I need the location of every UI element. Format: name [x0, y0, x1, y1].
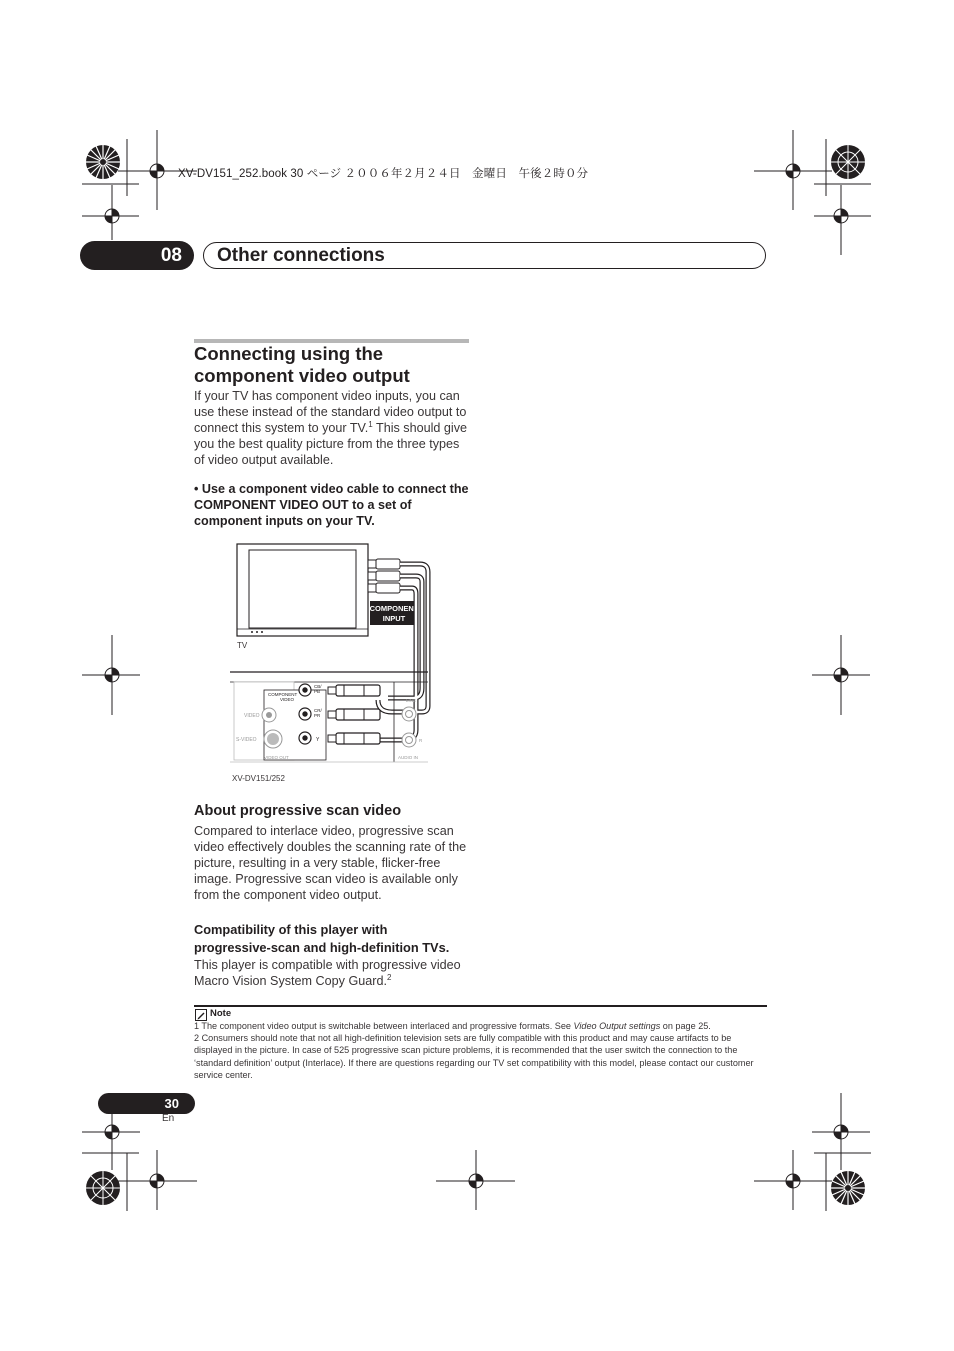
compatibility-text	[194, 957, 470, 989]
compatibility-text-body: This player is compatible with progressive video Macro Vision System Copy Guard.	[194, 958, 461, 988]
jack-cr-line2: PR	[314, 713, 321, 718]
footnote-1-text: 1 The component video output is switchable between interlaced and progressive formats. See	[194, 1021, 574, 1031]
note-label: Note	[210, 1008, 232, 1019]
r-label: R	[419, 738, 423, 743]
page-language: En	[162, 1113, 175, 1124]
progressive-scan-heading: About progressive scan video	[194, 803, 402, 819]
compatibility-heading-line2: progressive-scan and high-definition TVs.	[194, 940, 450, 955]
svideo-label: S-VIDEO	[236, 737, 257, 743]
section-heading-line1: Connecting using the	[194, 343, 384, 364]
footnote-ref-2[interactable]: 2	[386, 972, 392, 982]
jack-cb-line2: PB	[314, 689, 321, 694]
footnote-ref-1[interactable]: 1	[368, 419, 373, 429]
starburst-corner-icon	[828, 1168, 868, 1208]
component-input-label-line2: INPUT	[382, 614, 406, 623]
section-heading-line2: component video output	[194, 365, 410, 386]
compatibility-heading-line1: Compatibility of this player with	[194, 922, 388, 937]
tv-label: TV	[237, 641, 248, 650]
footnotes	[194, 1020, 767, 1081]
panel-component-line2: VIDEO	[280, 697, 295, 702]
instruction-bullet: • Use a component video cable to connect the COMPONENT VIDEO OUT to a set of component inputs on your TV.	[194, 482, 469, 528]
section-heading	[194, 343, 484, 387]
tv-screen	[249, 550, 356, 628]
connection-diagram	[228, 540, 468, 790]
player-cable-plugs	[328, 685, 380, 744]
book-file-header: XV-DV151_252.book 30 ページ ２００６年２月２４日 金曜日 午後２時０分	[178, 168, 589, 180]
tv-component-plugs	[368, 559, 400, 593]
footnote-1-link[interactable]: Video Output settings	[573, 1021, 661, 1031]
note-rule	[194, 1005, 767, 1007]
footnote-1-tail: on page 25.	[660, 1021, 711, 1031]
starburst-corner-icon	[83, 142, 123, 182]
intro-text-part2: This should give you the best quality picture from the three types of video output available.	[194, 421, 468, 467]
footnote-1	[194, 1020, 767, 1032]
starburst-corner-icon	[83, 1168, 123, 1208]
player-model-label: XV-DV151/252	[232, 774, 285, 783]
component-input-label-line1: COMPONENT	[369, 604, 419, 613]
video-label: VIDEO	[244, 713, 260, 719]
panel-component-line1: COMPONENT	[268, 692, 298, 697]
jack-cb-line1: CB/	[314, 684, 322, 689]
page-number: 30	[98, 1093, 195, 1114]
progressive-scan-text: Compared to interlace video, progressive scan video effectively doubles the scanning rate of the picture, resulting in a very stable, flicker-free image. Progressive scan video is available only from the component video output.	[194, 824, 467, 902]
video-out-label: VIDEO OUT	[264, 755, 289, 760]
line-label: LINE	[406, 698, 417, 703]
footnote-2: 2 Consumers should note that not all high-definition television sets are fully compatible with this product and may cause artifacts to be displayed in the picture. In case of 525 progressive scan picture problems, it is recommended that the user switch the connection to the ‘standard definition’ output (Interlace). If there are questions regarding our TV set compatibility with this model, please contact our customer service center.	[194, 1033, 754, 1080]
jack-cr-line1: CR/	[314, 708, 322, 713]
chapter-title: Other connections	[203, 242, 766, 269]
starburst-corner-icon	[828, 142, 868, 182]
intro-text-part1: If your TV has component video inputs, you can use these instead of the standard video output to connect this system to your TV.	[194, 389, 467, 435]
compatibility-heading	[194, 921, 484, 957]
jack-y-label: Y	[316, 737, 320, 743]
intro-paragraph	[194, 388, 470, 468]
chapter-number-badge: 08	[80, 241, 194, 270]
audio-in-label: AUDIO IN	[398, 755, 419, 760]
